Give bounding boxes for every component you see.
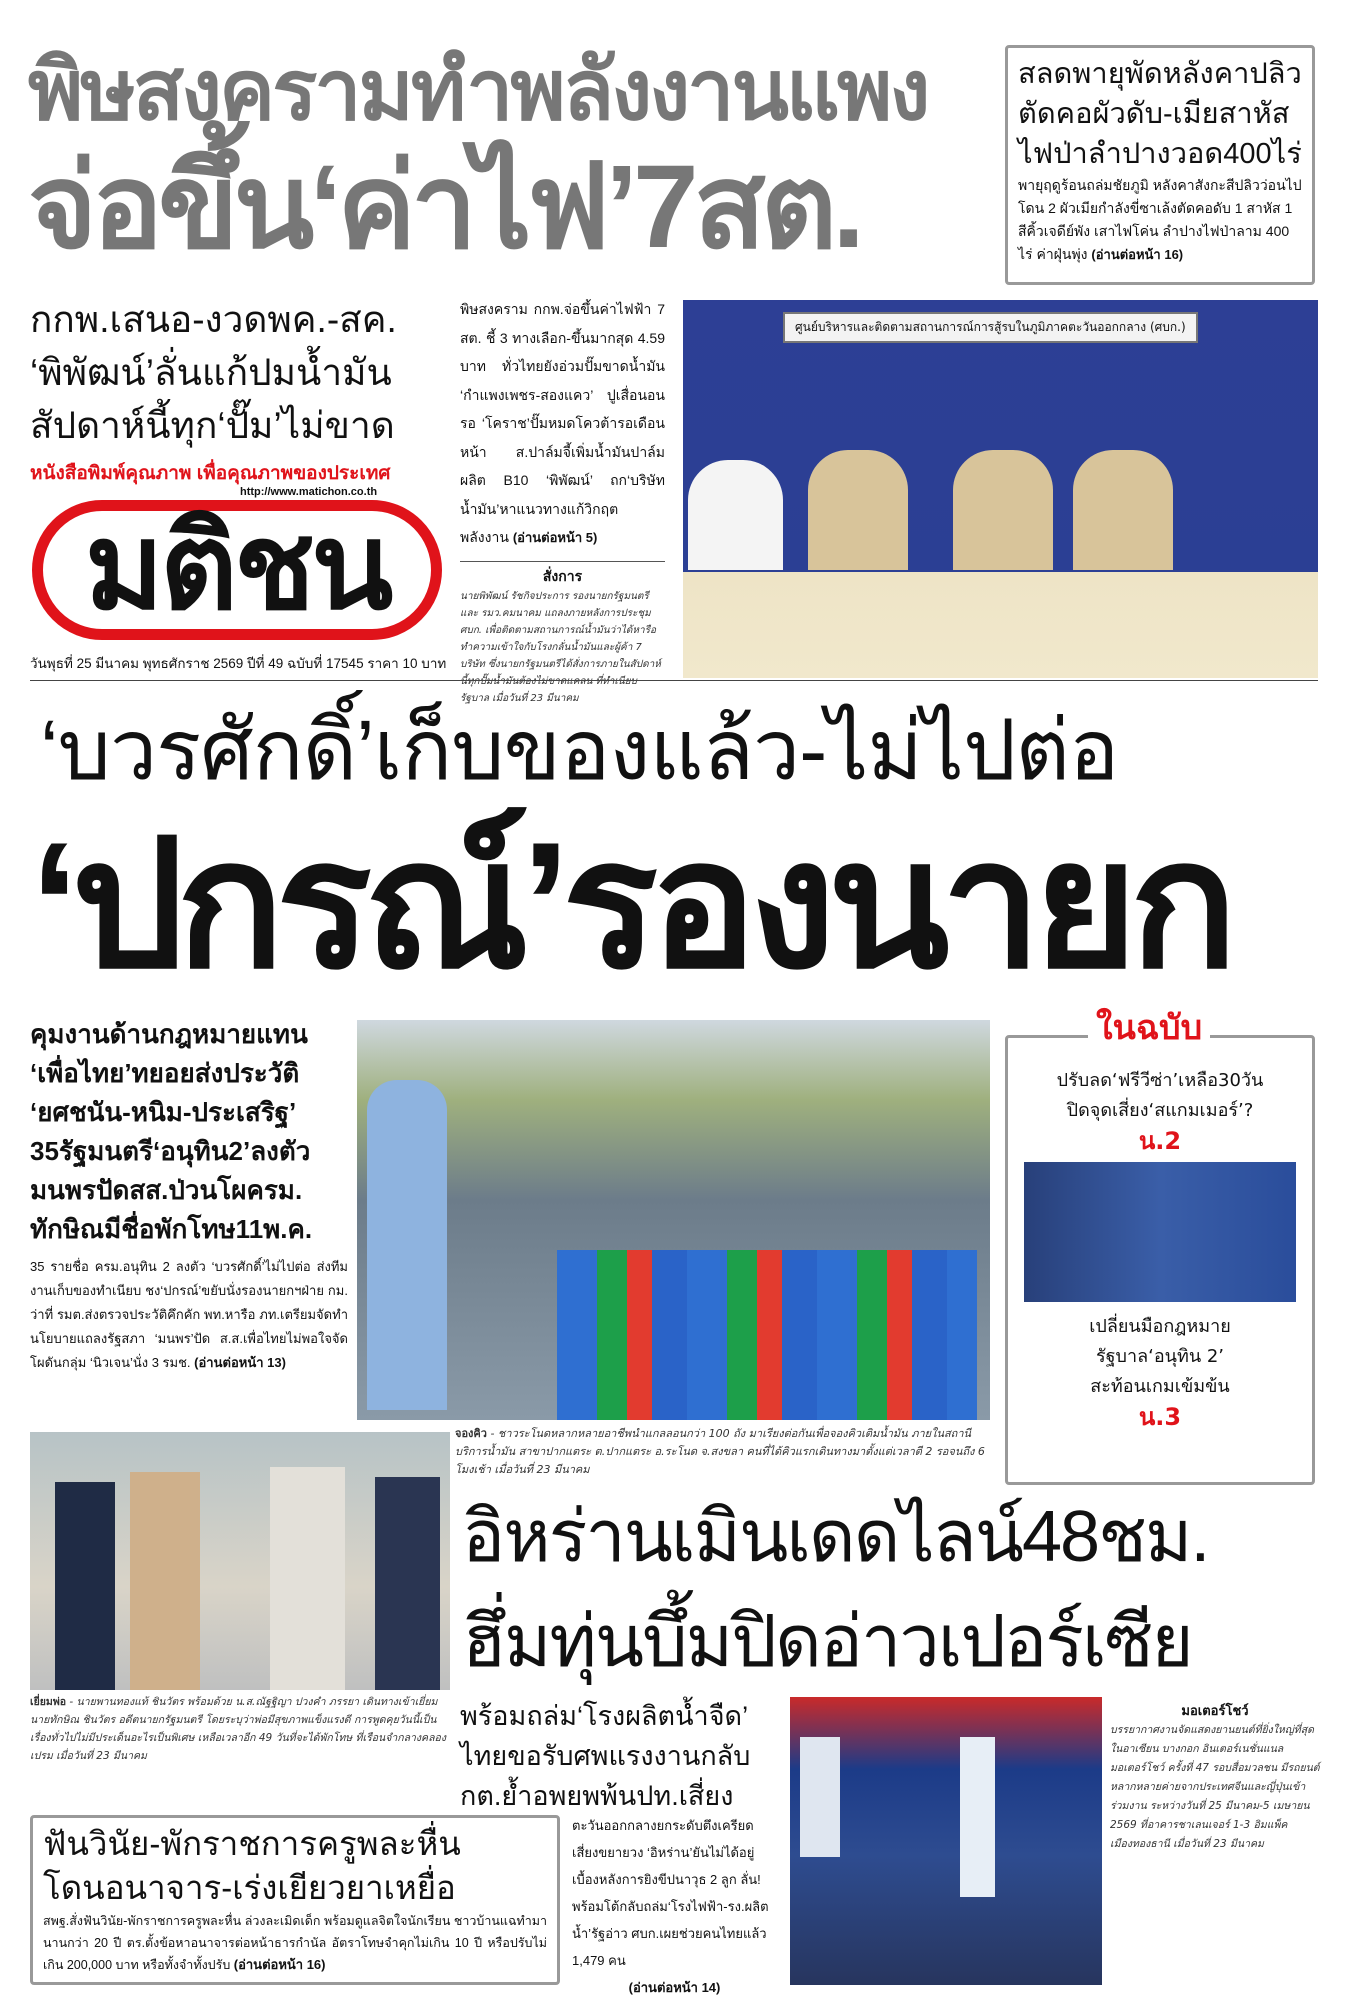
teacher-story-box (30, 1815, 560, 1985)
order-title: สั่งการ (542, 568, 583, 585)
read-more-link[interactable]: (อ่านต่อหน้า 16) (233, 1957, 326, 1972)
iran-body (572, 1812, 777, 2001)
caption-text: - นายพานทองแท้ ชินวัตร พร้อมด้วย น.ส.ณัฐฐิญา ปวงคำ ภรรยา เดินทางเข้าเยี่ยมนายทักษิณ ชินวัตร อดีตนายกรัฐมนตรี โดยระบุว่าพ่อมีสุขภาพแข็งแรงดี การพูดคุยวันนี้เป็นเรื่องทั่วไปไม่มีประเด็นอะไรเป็นพิเศษ เหลือเวลาอีก 49 วันที่จะได้พักโทษ ที่เรือนจำกลางคลองเปรม เมื่อวันที่ 23 มีนาคม (30, 1696, 446, 1762)
slogan: หนังสือพิมพ์คุณภาพ เพื่อคุณภาพของประเทศ (30, 463, 391, 484)
sub-headline-line: สัปดาห์นี้ทุก‘ปั๊ม’ไม่ขาด (30, 405, 395, 446)
lead-sub (30, 1015, 350, 1249)
divider (30, 680, 1318, 681)
iran-body-text: ตะวันออกกลางยกระดับตึงเครียด เสี่ยงขยายวง ‘อิหร่าน’ยันไม่ได้อยู่เบื้องหลังการยิงขีปนาวุธ 2 ลูก ลั่น!พร้อมโต้กลับถล่ม‘โรงไฟฟ้า-รง.ผลิตน้ำ’รัฐอ่าว ศบก.เผยช่วยคนไทยแล้ว 1,479 คน (572, 1818, 769, 1968)
motor-show-caption-block (1110, 1700, 1320, 1854)
iran-sub-line: พร้อมถล่ม‘โรงผลิตน้ำจืด’ (460, 1701, 749, 1731)
in-issue-title: ในฉบับ (1088, 1008, 1210, 1048)
in-issue-box (1005, 1009, 1315, 1485)
side-headline-3: ไฟป่าลำปางวอด400ไร่ (1018, 138, 1302, 170)
top-headline-1: พิษสงครามทำพลังงานแพง (28, 43, 928, 137)
caption-title: มอเตอร์โชว์ (1181, 1704, 1249, 1719)
top-story-body (460, 295, 665, 707)
queue-caption (455, 1425, 990, 1479)
logo (32, 500, 442, 640)
fuel-queue-photo (357, 1020, 990, 1420)
iran-headline-2: ฮึ่มทุ่นบึ้มปิดอ่าวเปอร์เซีย (462, 1602, 1192, 1682)
photo-banner-text: ศูนย์บริหารและติดตามสถานการณ์การสู้รบในภูมิภาคตะวันออกกลาง (ศบก.) (783, 312, 1198, 343)
sub-headline (30, 293, 455, 452)
caption-text: - ชาวระโนดหลากหลายอาชีพนำแกลลอนกว่า 100 ถัง มาเรียงต่อกันเพื่อจองคิวเติมน้ำมัน ภายในสถานีบริการน้ำมัน สาขาปากแตระ ต.ปากแตระ อ.ระโนด จ.สงขลา คนที่ได้คิวแรกเดินทางมาตั้งแต่เวลาตี 2 รอจนถึง 6 โมงเช้า เมื่อวันที่ 23 มีนาคม (455, 1427, 985, 1476)
meeting-photo (683, 300, 1318, 678)
in-issue-item-2[interactable] (1008, 1312, 1312, 1432)
caption-title: จองคิว (455, 1427, 487, 1440)
iran-headline-1: อิหร่านเมินเดดไลน์48ชม. (462, 1497, 1209, 1577)
iran-sub (460, 1696, 780, 1816)
iran-sub-line: ไทยขอรับศพแรงงานกลับ (460, 1741, 751, 1771)
sub-headline-line: ‘พิพัฒน์’ลั่นแก้ปมน้ำมัน (30, 352, 392, 393)
top-body-text: พิษสงคราม กกพ.จ่อขึ้นค่าไฟฟ้า 7 สต. ชี้ 3 ทางเลือก-ขึ้นมากสุด 4.59 บาท ทั่วไทยยังอ่วมปั๊มขาดน้ำมัน ‘กำแพงเพชร-สองแคว’ ปูเสื่อนอนรอ ‘โคราช’ปั๊มหมดโควต้ารอเดือนหน้า ส.ปาล์มจี้เพิ่มน้ำมันปาล์มผลิต B10 ‘พิพัฒน์’ ถก‘บริษัทน้ำมัน’หาแนวทางแก้วิกฤตพลังงาน (460, 301, 665, 545)
caption-text: บรรยากาศงานจัดแสดงยานยนต์ที่ยิ่งใหญ่ที่สุดในอาเซียน บางกอก อินเตอร์เนชั่นแนล มอเตอร์โชว์ ครั้งที่ 47 รอบสื่อมวลชน มีรถยนต์หลากหลายค่ายจากประเทศจีนและญี่ปุ่นเข้าร่วมงาน ระหว่างวันที่ 25 มีนาคม-5 เมษายน 2569 ที่อาคารชาเลนเจอร์ 1-3 อิมแพ็ค เมืองทองธานี เมื่อวันที่ 23 มีนาคม (1110, 1724, 1320, 1850)
page-ref: น.2 (1138, 1127, 1182, 1155)
page-ref: น.3 (1138, 1403, 1182, 1431)
lead-sub-line: มนพรปัดสส.ป่วนโผครม. (30, 1175, 303, 1205)
prison-visit-photo (30, 1432, 450, 1690)
logo-text: มติชน (84, 498, 390, 637)
website-url[interactable]: http://www.matichon.co.th (240, 486, 378, 498)
lead-kicker: ‘บวรศักดิ์’เก็บของแล้ว-ไม่ไปต่อ (40, 703, 1119, 797)
read-more-link[interactable]: (อ่านต่อหน้า 16) (1091, 247, 1184, 262)
side-headline-2: ตัดคอผัวดับ-เมียสาหัส (1018, 98, 1290, 130)
lead-sub-line: 35รัฐมนตรี‘อนุทิน2’ลงตัว (30, 1136, 311, 1166)
teacher-headline: โดนอนาจาร-เร่งเยียวยาเหยื่อ (43, 1869, 456, 1906)
lead-sub-line: คุมงานด้านกฎหมายแทน (30, 1019, 308, 1049)
teacher-headline: ฟันวินัย-พักราชการครูพละหื่น (43, 1825, 461, 1862)
visit-caption (30, 1693, 450, 1765)
item-line: ปิดจุดเสี่ยง‘สแกมเมอร์’? (1066, 1100, 1254, 1121)
item-line: รัฐบาล‘อนุทิน 2’ (1095, 1346, 1225, 1367)
item-line: ปรับลด‘ฟรีวีซ่า’เหลือ30วัน (1056, 1070, 1264, 1091)
dateline: วันพุธที่ 25 มีนาคม พุทธศักราช 2569 ปีที่ 49 ฉบับที่ 17545 ราคา 10 บาท (30, 656, 447, 671)
motor-show-photo (790, 1697, 1102, 1985)
top-headline-2: จ่อขึ้น‘ค่าไฟ’7สต. (28, 141, 861, 273)
read-more-link[interactable]: (อ่านต่อหน้า 5) (512, 530, 598, 545)
lead-body-text: 35 รายชื่อ ครม.อนุทิน 2 ลงตัว ‘บวรศักดิ์’ไม่ไปต่อ ส่งทีมงานเก็บของทำเนียบ ชง‘ปกรณ์’ขยับนั่งรองนายกฯฝ่าย กม. ว่าที่ รมต.ส่งตรวจประวัติคึกคัก พท.หารือ ภท.เตรียมจัดทำนโยบายแถลงรัฐสภา ‘มนพร’ปัด ส.ส.เพื่อไทยไม่พอใจจัดโผดันกลุ่ม ‘นิวเจน’นั่ง 3 รมช. (30, 1259, 348, 1370)
item-line: สะท้อนเกมเข้มข้น (1090, 1376, 1230, 1397)
politicians-photo (1024, 1162, 1296, 1302)
in-issue-item-1[interactable] (1008, 1066, 1312, 1156)
item-line: เปลี่ยนมือกฎหมาย (1089, 1316, 1231, 1337)
order-caption: นายพิพัฒน์ รัชกิจประการ รองนายกรัฐมนตรี และ รมว.คมนาคม แถลงภายหลังการประชุม ศบก. เพื่อติดตามสถานการณ์น้ำมันว่าได้หารือทำความเข้าใจกับโรงกลั่นน้ำมันและผู้ค้า 7 บริษัท ซึ่งนายกรัฐมนตรีได้สั่งการภายในสัปดาห์นี้ทุกปั๊มน้ำมันต้องไม่ขาดแคลน ที่ทำเนียบรัฐบาล เมื่อวันที่ 23 มีนาคม (460, 590, 661, 704)
iran-sub-line: กต.ย้ำอพยพพ้นปท.เสี่ยง (460, 1781, 734, 1811)
side-story-box (1005, 45, 1315, 285)
read-more-link[interactable]: (อ่านต่อหน้า 13) (194, 1355, 286, 1370)
lead-sub-line: ‘เพื่อไทย’ทยอยส่งประวัติ (30, 1058, 300, 1088)
lead-body (30, 1255, 348, 1375)
read-more-link[interactable]: (อ่านต่อหน้า 14) (628, 1980, 721, 1995)
lead-sub-line: ทักษิณมีชื่อพักโทษ11พ.ค. (30, 1214, 313, 1244)
side-body: พายุฤดูร้อนถล่มชัยภูมิ หลังคาสังกะสีปลิวว่อนไปโดน 2 ผัวเมียกำลังขี่ซาเล้งตัดคอดับ 1 สาหัส 1 สีคิ้วเจดีย์พัง เสาไฟโค่น ลำปางไฟป่าลาม 400 ไร่ ค่าฝุ่นพุ่ง (1018, 177, 1302, 262)
teacher-body: สพฐ.สั่งฟันวินัย-พักราชการครูพละหื่น ล่วงละเมิดเด็ก พร้อมดูแลจิตใจนักเรียน ชาวบ้านแฉทำมานานกว่า 20 ปี ตร.ตั้งข้อหาอนาจารต่อหน้าธารกำนัล อัตราโทษจำคุกไม่เกิน 10 ปี หรือปรับไม่เกิน 200,000 บาท หรือทั้งจำทั้งปรับ (43, 1914, 547, 1972)
lead-sub-line: ‘ยศชนัน-หนิม-ประเสริฐ’ (30, 1097, 297, 1127)
side-headline-1: สลดพายุพัดหลังคาปลิว (1018, 58, 1302, 90)
caption-title: เยี่ยมพ่อ (30, 1696, 67, 1708)
sub-headline-line: กกพ.เสนอ-งวดพค.-สค. (30, 299, 397, 340)
lead-headline: ‘ปกรณ์’รองนายก (30, 805, 1230, 1004)
